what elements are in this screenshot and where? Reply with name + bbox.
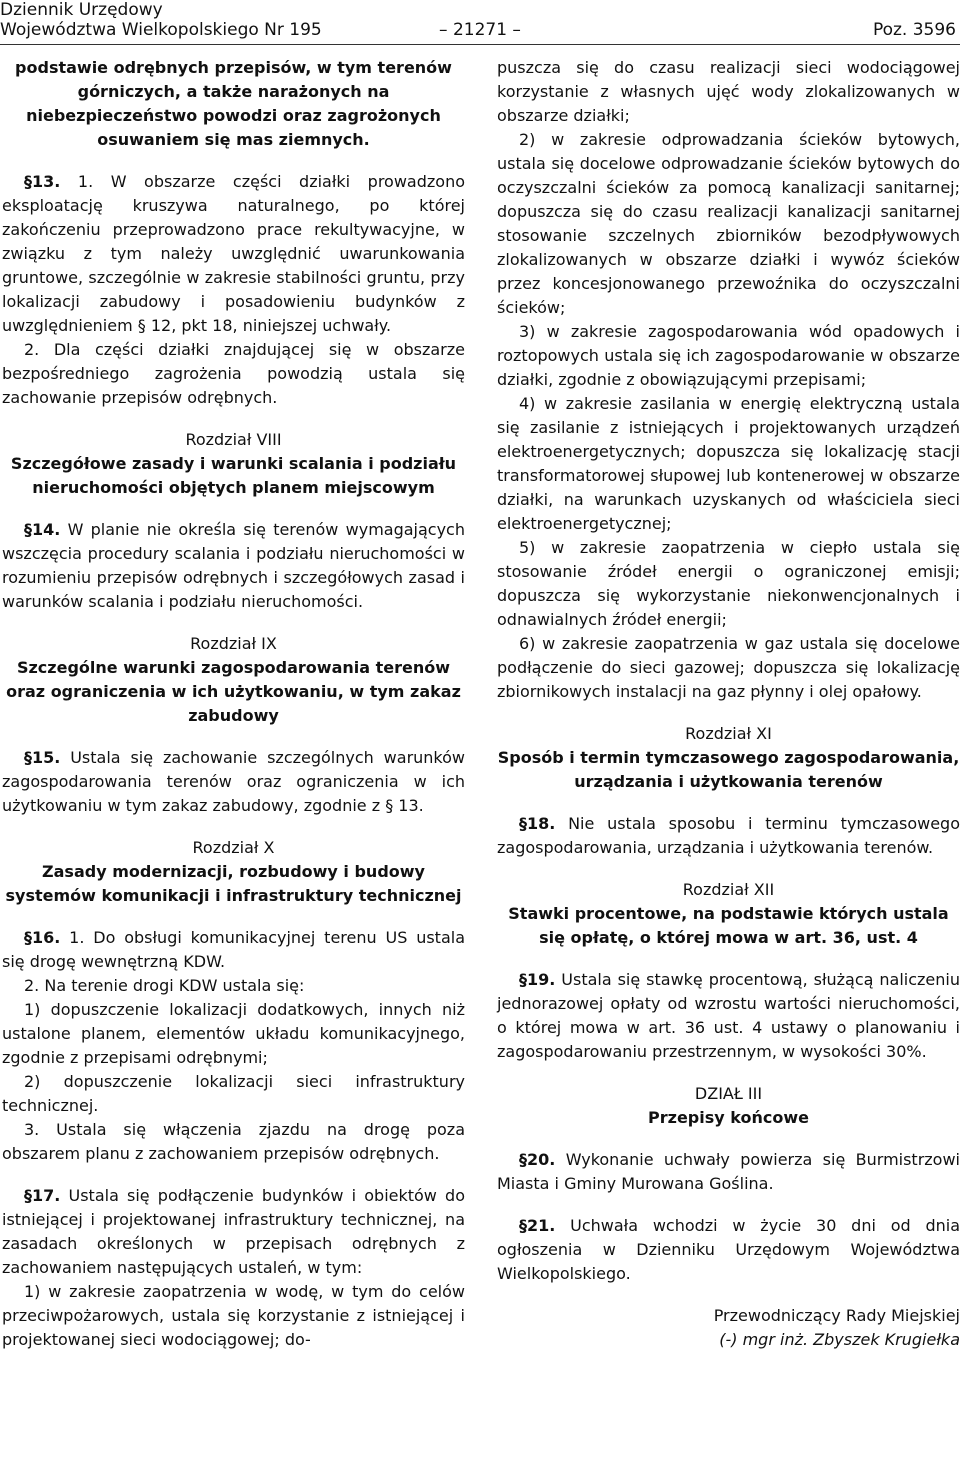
chapter-10-title: Zasady modernizacji, rozbudowy i budowy systemów komunikacji i infrastruktury technicznej: [5, 862, 462, 905]
paragraph-text: Nie ustala sposobu i terminu tymczasowego zagospodarowania, urządzania i użytkowania terenów.: [497, 814, 960, 857]
left-column: [2, 56, 465, 1352]
paragraph-text: Ustala się stawkę procentową, służącą naliczeniu jednorazowej opłaty od wzrostu wartości nieruchomości, o której mowa w art. 36 ust. 4 ustawy o planowaniu i zagospodarowaniu przestrzennym, w wysokości 30%.: [497, 970, 960, 1061]
section-17-item-2: 2) w zakresie odprowadzania ścieków bytowych, ustala się docelowe odprowadzanie ścieków bytowych do oczyszczalni ścieków za pomocą kanalizacji sanitarnej; dopuszcza się do czasu realizacji kanalizacji sanitarnej stosowanie szczelnych zbiorników bezodpływowych zlokalizowanych w obszarze działki i wywóz ścieków przez koncesjonowanego przewoźnika do oczyszczalni ścieków;: [497, 130, 960, 317]
section-14-paragraph: [2, 518, 465, 614]
section-17-item-5: 5) w zakresie zaopatrzenia w ciepło ustala się stosowanie źródeł energii o ograniczonej emisji; dopuszcza się wykorzystanie niekonwencjonalnych i odnawialnych źródeł energii;: [497, 538, 960, 629]
section-17-paragraph: [2, 1184, 465, 1280]
section-17-item-6: 6) w zakresie zaopatrzenia w gaz ustala się docelowe podłączenie do sieci gazowej; dopuszcza się lokalizację zbiornikowych instalacji na gaz płynny i olej opałowy.: [497, 634, 960, 701]
chapter-8-title: Szczegółowe zasady i warunki scalania i podziału nieruchomości objętych planem miejscowym: [10, 454, 457, 497]
header-rule: [0, 44, 960, 45]
section-number: §15.: [24, 748, 61, 767]
chapter-9-title: Szczególne warunki zagospodarowania terenów oraz ograniczenia w ich użytkowaniu, w tym zakaz zabudowy: [6, 658, 461, 725]
section-number: §13.: [24, 172, 61, 191]
section-17-item-4: 4) w zakresie zasilania w energię elektryczną ustala się zasilanie z istniejących i projektowanych urządzeń elektroenergetycznych; dopuszcza się lokalizację stacji transformatorowej słupowej lub kontenerowej w obszarze działki, na warunkach uzyskanych od właściciela sieci elektroenergetycznej;: [497, 394, 960, 533]
chapter-11-number: Rozdział XI: [685, 724, 772, 743]
intro-paragraph: podstawie odrębnych przepisów, w tym terenów górniczych, a także narażonych na niebezpieczeństwo powodzi oraz zagrożonych osuwaniem się mas ziemnych.: [15, 58, 452, 149]
page-header: [0, 0, 960, 44]
signature-role: Przewodniczący Rady Miejskiej: [713, 1306, 960, 1325]
section-16-paragraph-2: 2. Na terenie drogi KDW ustala się:: [24, 976, 305, 995]
division-3-number: DZIAŁ III: [694, 1084, 763, 1103]
section-number: §21.: [519, 1216, 556, 1235]
publication-title: Dziennik Urzędowy Województwa Wielkopolskiego Nr 195: [0, 0, 322, 40]
chapter-12-number: Rozdział XII: [682, 880, 775, 899]
paragraph-text: 1. W obszarze części działki prowadzono eksploatację kruszywa naturalnego, po której zakończeniu przeprowadzono prace rekultywacyjne, w związku z tym należy uwzględnić uwarunkowania gruntowe, szczególnie w zakresie stabilności gruntu, przy lokalizacji zabudowy i posadowieniu budynków z uwzględnieniem § 12, pkt 18, niniejszej uchwały.: [2, 172, 465, 335]
section-13-paragraph-1: [2, 170, 465, 338]
chapter-9-number: Rozdział IX: [190, 634, 277, 653]
section-number: §14.: [24, 520, 61, 539]
paragraph-text: 1. Do obsługi komunikacyjnej terenu US ustala się drogę wewnętrzną KDW.: [2, 928, 465, 971]
right-column: [497, 56, 960, 1352]
section-17-item-3: 3) w zakresie zagospodarowania wód opadowych i roztopowych ustala się ich zagospodarowanie w obszarze działki, zgodnie z obowiązującymi przepisami;: [497, 322, 960, 389]
continued-paragraph: puszcza się do czasu realizacji sieci wodociągowej korzystanie z własnych ujęć wody zlokalizowanych w obszarze działki;: [497, 58, 960, 125]
paragraph-text: Ustala się podłączenie budynków i obiektów do istniejącej i projektowanej infrastruktury technicznej, na zasadach określonych w przepisach odrębnych z zachowaniem następujących ustaleń, w tym:: [2, 1186, 465, 1277]
section-18-paragraph: [497, 812, 960, 860]
section-21-paragraph: [497, 1214, 960, 1286]
division-3-title: Przepisy końcowe: [648, 1108, 809, 1127]
section-number: §20.: [519, 1150, 556, 1169]
position-number: Poz. 3596: [872, 20, 956, 40]
section-number: §17.: [24, 1186, 61, 1205]
paragraph-text: Uchwała wchodzi w życie 30 dni od dnia ogłoszenia w Dzienniku Urzędowym Województwa Wielkopolskiego.: [497, 1216, 960, 1283]
chapter-8-number: Rozdział VIII: [185, 430, 282, 449]
section-number: §19.: [519, 970, 556, 989]
section-number: §18.: [519, 814, 556, 833]
section-16-paragraph-1: [2, 926, 465, 974]
chapter-10-number: Rozdział X: [192, 838, 275, 857]
section-19-paragraph: [497, 968, 960, 1064]
paragraph-text: Ustala się zachowanie szczególnych warunków zagospodarowania terenów oraz ograniczenia w ich użytkowaniu w tym zakaz zabudowy, zgodnie z § 13.: [2, 748, 465, 815]
chapter-11-title: Sposób i termin tymczasowego zagospodarowania, urządzania i użytkowania terenów: [497, 748, 960, 791]
section-17-item-1: 1) w zakresie zaopatrzenia w wodę, w tym do celów przeciwpożarowych, ustala się korzystanie z istniejącej i projektowanej sieci wodociągowej; do-: [2, 1282, 465, 1349]
section-16-item-1: 1) dopuszczenie lokalizacji dodatkowych, innych niż ustalone planem, elementów układu komunikacyjnego, zgodnie z przepisami odrębnymi;: [2, 1000, 465, 1067]
section-16-paragraph-3: 3. Ustala się włączenia zjazdu na drogę poza obszarem planu z zachowaniem przepisów odrębnych.: [2, 1120, 465, 1163]
paragraph-text: Wykonanie uchwały powierza się Burmistrzowi Miasta i Gminy Murowana Goślina.: [497, 1150, 960, 1193]
paragraph-text: W planie nie określa się terenów wymagających wszczęcia procedury scalania i podziału nieruchomości w rozumieniu przepisów odrębnych i szczegółowych zasad i warunków scalania i podziału nieruchomości.: [2, 520, 465, 611]
section-15-paragraph: [2, 746, 465, 818]
signature-name: (-) mgr inż. Zbyszek Krugiełka: [719, 1330, 960, 1349]
section-number: §16.: [24, 928, 61, 947]
page-number: – 21271 –: [439, 20, 521, 40]
section-16-item-2: 2) dopuszczenie lokalizacji sieci infrastruktury technicznej.: [2, 1072, 465, 1115]
section-20-paragraph: [497, 1148, 960, 1196]
section-13-paragraph-2: 2. Dla części działki znajdującej się w obszarze bezpośredniego zagrożenia powodzią ustala się zachowanie przepisów odrębnych.: [2, 340, 465, 407]
chapter-12-title: Stawki procentowe, na podstawie których ustala się opłatę, o której mowa w art. 36, ust. 4: [508, 904, 949, 947]
